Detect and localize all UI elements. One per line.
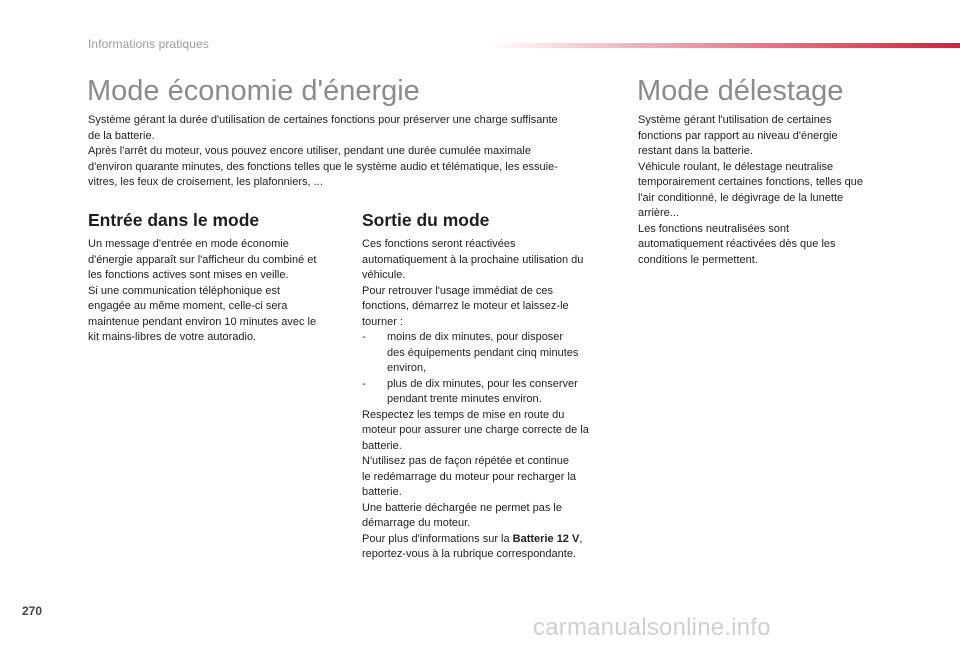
bullet-continuation: pendant trente minutes environ. — [387, 393, 542, 405]
entree-mode-heading: Entrée dans le mode — [88, 210, 260, 230]
sortie-mode-heading: Sortie du mode — [362, 210, 490, 230]
entree-line: les fonctions actives sont mises en veille. — [88, 269, 289, 281]
sortie-line: Ces fonctions seront réactivées — [362, 238, 516, 250]
sortie-line: Pour retrouver l'usage immédiat de ces — [362, 284, 554, 297]
entree-line: kit mains-libres de votre autoradio. — [88, 331, 257, 343]
delestage-line: temporairement certaines fonctions, telles que — [638, 176, 864, 188]
section-header: Informations pratiques — [88, 37, 209, 51]
entree-line: Si une communication téléphonique est — [88, 284, 281, 297]
entree-line: d'énergie apparaît sur l'afficheur du combiné et — [88, 253, 317, 266]
delestage-line: restant dans la batterie. — [638, 145, 753, 157]
bullet-dash: - — [362, 377, 366, 390]
battery-link-text: Batterie 12 V — [512, 532, 580, 545]
sortie-line: fonctions, démarrez le moteur et laissez-le — [362, 300, 569, 312]
eco-intro-line: Après l'arrêt du moteur, vous pouvez encore utiliser, pendant une durée cumulée maximale — [88, 145, 531, 157]
sortie-line: véhicule. — [362, 269, 406, 281]
delestage-mode-title: Mode délestage — [637, 75, 844, 107]
header-accent-bar — [490, 43, 960, 48]
bullet-text: moins de dix minutes, pour disposer — [387, 331, 564, 343]
eco-intro-line: d'environ quarante minutes, des fonctions telles que le système audio et télématique, les essuie- — [88, 160, 558, 173]
bullet-continuation: des équipements pendant cinq minutes — [387, 346, 579, 359]
entree-line: engagée au même moment, celle-ci sera — [88, 300, 288, 312]
sortie-line: moteur pour assurer une charge correcte de la — [362, 424, 589, 436]
watermark: carmanualsonline.info — [533, 614, 771, 641]
delestage-line: Les fonctions neutralisées sont — [638, 222, 790, 235]
delestage-line: fonctions par rapport au niveau d'énergie — [638, 129, 838, 142]
bullet-item — [362, 330, 589, 346]
eco-mode-intro — [88, 113, 558, 191]
eco-intro-line: de la batterie. — [88, 129, 155, 142]
entree-line: Un message d'entrée en mode économie — [88, 238, 289, 250]
eco-intro-line: vitres, les feux de croisement, les plafonniers, ... — [88, 176, 323, 188]
page-number: 270 — [22, 604, 43, 618]
sortie-line: batterie. — [362, 439, 402, 452]
sortie-mode-text — [362, 237, 589, 563]
bullet-dash: - — [362, 331, 366, 343]
sortie-line: démarrage du moteur. — [362, 517, 471, 529]
delestage-line: Système gérant l'utilisation de certaines — [638, 114, 832, 126]
eco-mode-title: Mode économie d'énergie — [87, 75, 420, 107]
delestage-mode-text — [638, 113, 863, 268]
bullet-text: plus de dix minutes, pour les conserver — [387, 377, 578, 390]
sortie-line: batterie. — [362, 486, 402, 498]
entree-mode-text — [88, 237, 316, 346]
sortie-line: tourner : — [362, 315, 403, 328]
battery-reference-suffix: , — [579, 532, 583, 545]
sortie-line: N'utilisez pas de façon répétée et continue — [362, 455, 569, 467]
delestage-line: Véhicule roulant, le délestage neutralise — [638, 160, 834, 173]
entree-line: maintenue pendant environ 10 minutes avec le — [88, 315, 317, 328]
bullet-continuation: environ, — [387, 362, 427, 374]
sortie-line: Une batterie déchargée ne permet pas le — [362, 501, 562, 514]
sortie-line: reportez-vous à la rubrique correspondante. — [362, 548, 577, 560]
sortie-line: le redémarrage du moteur pour recharger la — [362, 470, 577, 483]
delestage-line: arrière... — [638, 207, 679, 219]
battery-reference-prefix: Pour plus d'informations sur la — [362, 532, 513, 545]
delestage-line: conditions le permettent. — [638, 253, 758, 266]
delestage-line: l'air conditionné, le dégivrage de la lunette — [638, 191, 844, 204]
sortie-line: Respectez les temps de mise en route du — [362, 408, 565, 421]
bullet-item — [362, 377, 589, 393]
battery-reference — [362, 532, 589, 548]
delestage-line: automatiquement réactivées dès que les — [638, 238, 836, 250]
sortie-line: automatiquement à la prochaine utilisation du — [362, 253, 584, 266]
eco-intro-line: Système gérant la durée d'utilisation de certaines fonctions pour préserver une charge suffisante — [88, 114, 558, 126]
